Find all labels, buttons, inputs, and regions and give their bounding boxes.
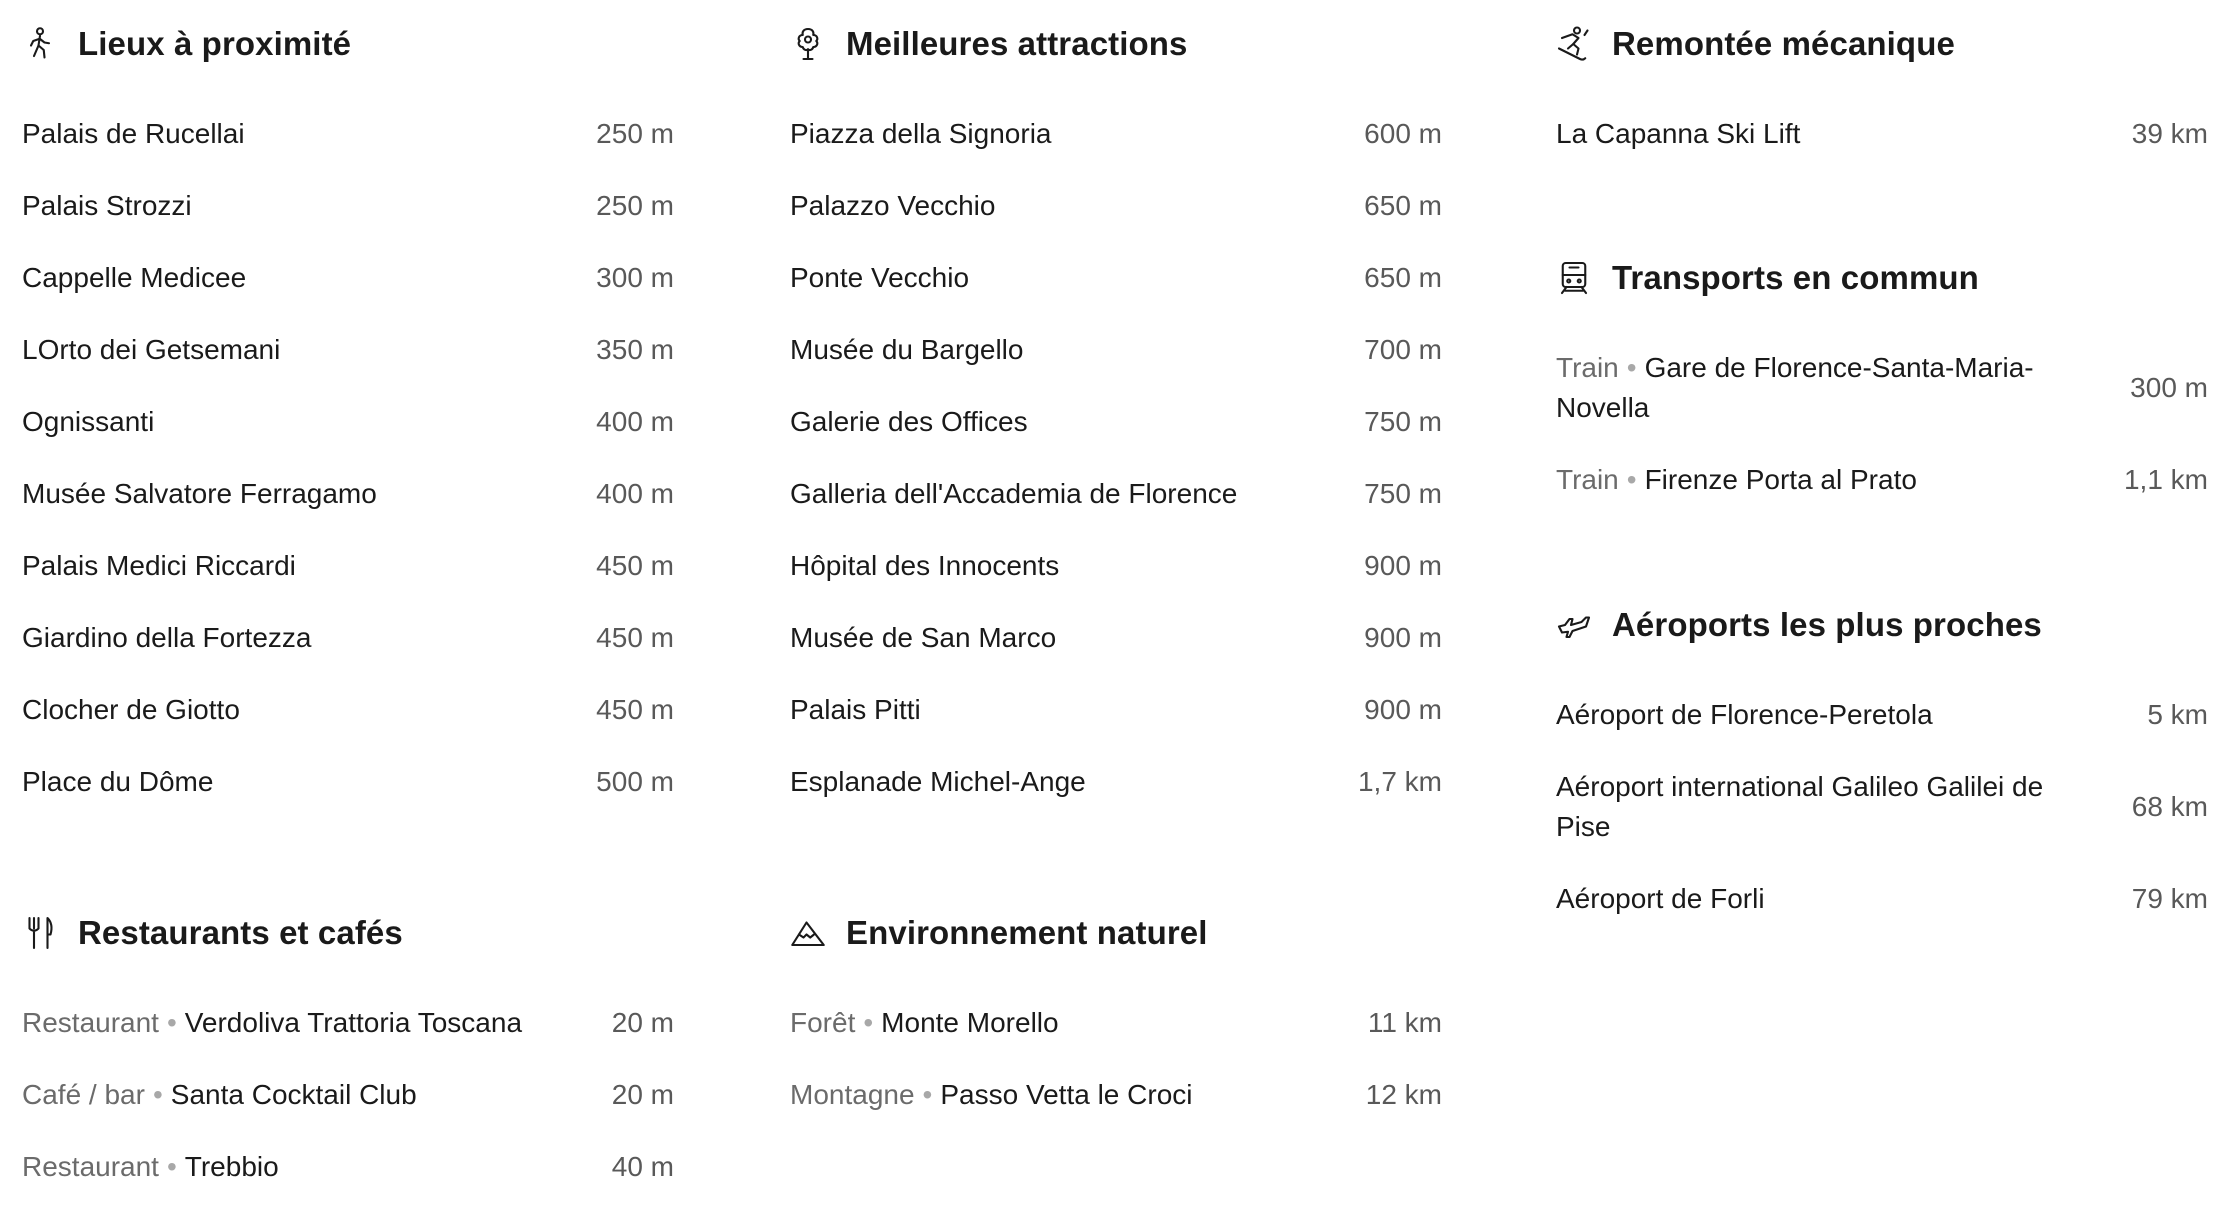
item-distance: 79 km (2131, 883, 2208, 914)
section-header (790, 22, 1442, 66)
item-label (22, 618, 311, 658)
item-label (1556, 767, 2096, 847)
list-item (22, 1147, 674, 1187)
section-header (22, 911, 674, 955)
item-label (22, 1003, 522, 1043)
airports-list (1556, 695, 2208, 919)
item-distance: 250 m (596, 118, 674, 149)
separator-dot: • (166, 1007, 177, 1038)
item-name: Piazza della Signoria (790, 118, 1052, 149)
attractions-list (790, 114, 1442, 802)
list-item (790, 1003, 1442, 1043)
section-title: Meilleures attractions (846, 25, 1188, 62)
item-label (22, 114, 245, 154)
mountain-icon (790, 913, 826, 953)
list-item (790, 258, 1442, 298)
item-label (22, 1147, 279, 1187)
train-icon (1556, 258, 1592, 298)
list-item (790, 1075, 1442, 1115)
section-header (1556, 603, 2208, 647)
item-distance: 500 m (596, 766, 674, 797)
item-label (22, 258, 246, 298)
list-item (22, 1003, 674, 1043)
airplane-icon (1556, 605, 1592, 645)
item-distance: 900 m (1364, 550, 1442, 581)
item-label (790, 690, 921, 730)
item-label (790, 114, 1052, 154)
item-distance: 20 m (611, 1079, 674, 1110)
section-header (22, 22, 674, 66)
item-label (790, 1003, 1059, 1043)
separator-dot: • (166, 1151, 177, 1182)
item-name: Place du Dôme (22, 766, 214, 797)
item-label (22, 1075, 417, 1115)
item-name: Musée du Bargello (790, 334, 1024, 365)
section-nature (790, 911, 1442, 1147)
list-item (790, 474, 1442, 514)
item-label (790, 1075, 1192, 1115)
transport-list (1556, 348, 2208, 500)
section-header (1556, 256, 2208, 300)
item-distance: 5 km (2147, 699, 2208, 730)
section-attractions (790, 22, 1442, 834)
item-distance: 650 m (1364, 190, 1442, 221)
section-header (790, 911, 1442, 955)
item-distance: 1,1 km (2123, 464, 2208, 495)
item-name: Palais Strozzi (22, 190, 192, 221)
item-name: Palazzo Vecchio (790, 190, 996, 221)
section-title: Remontée mécanique (1612, 25, 1955, 62)
section-airports (1556, 603, 2208, 951)
item-distance: 11 km (1367, 1007, 1442, 1038)
item-distance: 650 m (1364, 262, 1442, 293)
list-item (790, 402, 1442, 442)
item-distance: 40 m (611, 1151, 674, 1182)
section-title: Aéroports les plus proches (1612, 606, 2042, 643)
list-item (22, 546, 674, 586)
section-restaurants (22, 911, 674, 1219)
item-label (790, 474, 1237, 514)
item-name: Musée Salvatore Ferragamo (22, 478, 377, 509)
item-name: Ponte Vecchio (790, 262, 970, 293)
item-category: Restaurant (22, 1007, 159, 1038)
item-distance: 400 m (596, 478, 674, 509)
item-name: Palais de Rucellai (22, 118, 245, 149)
section-title: Lieux à proximité (78, 25, 352, 62)
section-title: Environnement naturel (846, 914, 1208, 951)
item-distance: 900 m (1364, 622, 1442, 653)
item-name: Cappelle Medicee (22, 262, 247, 293)
item-name: Aéroport de Forli (1556, 883, 1765, 914)
item-label (790, 546, 1059, 586)
item-distance: 450 m (596, 622, 674, 653)
list-item (22, 402, 674, 442)
tree-attraction-icon (790, 24, 826, 64)
section-title: Transports en commun (1612, 259, 1979, 296)
item-distance: 1,7 km (1357, 766, 1442, 797)
list-item (1556, 460, 2208, 500)
section-title: Restaurants et cafés (78, 914, 403, 951)
item-label (22, 762, 213, 802)
item-name: Palais Medici Riccardi (22, 550, 296, 581)
item-label (1556, 460, 1917, 500)
list-item (790, 546, 1442, 586)
item-label (1556, 695, 1933, 735)
item-name: Palais Pitti (790, 694, 921, 725)
separator-dot: • (1626, 352, 1637, 383)
item-distance: 900 m (1364, 694, 1442, 725)
fork-knife-icon (22, 913, 58, 953)
item-distance: 39 km (2131, 118, 2208, 149)
section-nearby (22, 22, 674, 834)
item-name: Firenze Porta al Prato (1644, 464, 1917, 495)
separator-dot: • (152, 1079, 163, 1110)
item-name: Aéroport international Galileo Galilei de Pise (1556, 771, 2044, 842)
list-item (1556, 114, 2208, 154)
list-item (22, 186, 674, 226)
list-item (1556, 879, 2208, 919)
item-label (22, 474, 377, 514)
item-label (22, 546, 296, 586)
separator-dot: • (863, 1007, 874, 1038)
item-name: Hôpital des Innocents (790, 550, 1060, 581)
item-label (1556, 348, 2096, 428)
item-name: Gare de Florence-Santa-Maria-Novella (1556, 352, 2034, 423)
item-distance: 450 m (596, 550, 674, 581)
list-item (790, 690, 1442, 730)
item-name: Galleria dell'Accademia de Florence (790, 478, 1238, 509)
item-distance: 350 m (596, 334, 674, 365)
item-label (790, 762, 1086, 802)
item-name: La Capanna Ski Lift (1556, 118, 1801, 149)
section-transport (1556, 256, 2208, 532)
list-item (1556, 348, 2208, 428)
item-category: Forêt (790, 1007, 856, 1038)
list-item (22, 762, 674, 802)
item-name: Trebbio (184, 1151, 279, 1182)
list-item (22, 1075, 674, 1115)
item-name: Monte Morello (881, 1007, 1059, 1038)
item-distance: 250 m (596, 190, 674, 221)
item-name: Aéroport de Florence-Peretola (1556, 699, 1933, 730)
item-name: Esplanade Michel-Ange (790, 766, 1086, 797)
list-item (790, 186, 1442, 226)
item-distance: 750 m (1364, 406, 1442, 437)
list-item (22, 330, 674, 370)
list-item (1556, 695, 2208, 735)
item-distance: 12 km (1365, 1079, 1442, 1110)
item-label (790, 402, 1028, 442)
list-item (790, 114, 1442, 154)
item-category: Train (1556, 464, 1619, 495)
item-name: LOrto dei Getsemani (22, 334, 281, 365)
item-distance: 450 m (596, 694, 674, 725)
item-category: Train (1556, 352, 1619, 383)
nearby-list (22, 114, 674, 802)
item-label (790, 186, 995, 226)
item-distance: 400 m (596, 406, 674, 437)
list-item (22, 690, 674, 730)
item-name: Verdoliva Trattoria Toscana (184, 1007, 523, 1038)
list-item (790, 618, 1442, 658)
item-label (1556, 114, 1800, 154)
nature-list (790, 1003, 1442, 1115)
item-distance: 750 m (1364, 478, 1442, 509)
item-name: Galerie des Offices (790, 406, 1028, 437)
item-label (22, 330, 280, 370)
item-name: Giardino della Fortezza (22, 622, 312, 653)
list-item (22, 618, 674, 658)
list-item (790, 762, 1442, 802)
list-item (1556, 767, 2208, 847)
item-label (1556, 879, 1765, 919)
item-category: Restaurant (22, 1151, 159, 1182)
skilift-list (1556, 114, 2208, 154)
item-distance: 600 m (1364, 118, 1442, 149)
restaurants-list (22, 1003, 674, 1187)
item-distance: 700 m (1364, 334, 1442, 365)
separator-dot: • (922, 1079, 933, 1110)
item-category: Café / bar (22, 1079, 145, 1110)
list-item (22, 474, 674, 514)
list-item (22, 258, 674, 298)
item-distance: 300 m (2130, 372, 2208, 403)
item-label (22, 186, 192, 226)
item-name: Musée de San Marco (790, 622, 1057, 653)
item-category: Montagne (790, 1079, 915, 1110)
section-skilift (1556, 22, 2208, 186)
item-name: Ognissanti (22, 406, 155, 437)
separator-dot: • (1626, 464, 1637, 495)
item-distance: 68 km (2131, 791, 2208, 822)
list-item (790, 330, 1442, 370)
item-label (22, 690, 240, 730)
item-distance: 20 m (611, 1007, 674, 1038)
item-distance: 300 m (596, 262, 674, 293)
skier-icon (1556, 24, 1592, 64)
person-walking-icon (22, 24, 58, 64)
item-name: Passo Vetta le Croci (940, 1079, 1193, 1110)
item-name: Santa Cocktail Club (170, 1079, 417, 1110)
list-item (22, 114, 674, 154)
item-label (790, 618, 1056, 658)
item-label (790, 330, 1023, 370)
item-name: Clocher de Giotto (22, 694, 240, 725)
item-label (22, 402, 154, 442)
item-label (790, 258, 969, 298)
section-header (1556, 22, 2208, 66)
